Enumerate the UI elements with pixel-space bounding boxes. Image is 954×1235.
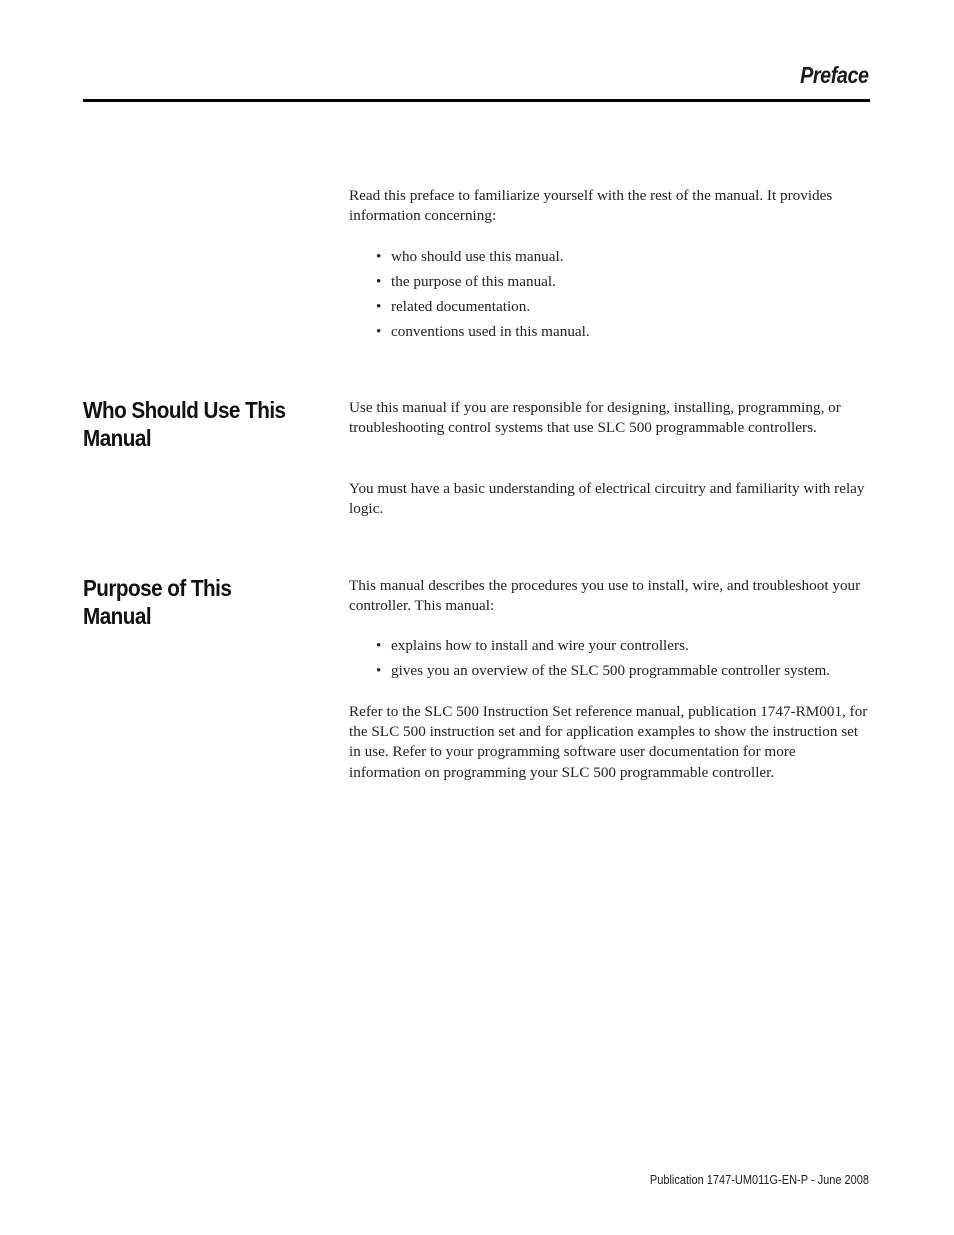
bullet-icon: • xyxy=(376,273,382,290)
header-divider xyxy=(83,99,870,102)
list-item: • conventions used in this manual. xyxy=(376,323,590,340)
section-heading-purpose: Purpose of This Manual xyxy=(83,575,232,629)
purpose-paragraph: This manual describes the procedures you use to install, wire, and troubleshoot your controller. This manual: xyxy=(349,577,861,615)
list-item: • explains how to install and wire your controllers. xyxy=(376,637,689,654)
bullet-icon: • xyxy=(376,637,382,654)
intro-bullet-list xyxy=(376,247,876,347)
who-should-use-paragraph-2: You must have a basic understanding of electrical circuitry and familiarity with relay logic. xyxy=(349,480,865,518)
purpose-closing-paragraph: Refer to the SLC 500 Instruction Set reference manual, publication 1747-RM001, for the SLC 500 instruction set and for application examples to show the instruction set in use. Refer to your programming software user documentation for more information on programming your SLC 500 programmable controller. xyxy=(349,703,868,781)
list-item: • the purpose of this manual. xyxy=(376,273,556,290)
bullet-icon: • xyxy=(376,298,382,315)
list-item: • who should use this manual. xyxy=(376,248,564,265)
bullet-icon: • xyxy=(376,248,382,265)
purpose-bullet-list xyxy=(376,636,876,686)
bullet-icon: • xyxy=(376,662,382,679)
list-item: • gives you an overview of the SLC 500 programmable controller system. xyxy=(376,662,831,679)
section-heading-who-should-use: Who Should Use This Manual xyxy=(83,397,286,451)
publication-footer: Publication 1747-UM011G-EN-P - June 2008 xyxy=(649,1173,869,1187)
bullet-icon: • xyxy=(376,323,382,340)
intro-paragraph: Read this preface to familiarize yourself with the rest of the manual. It provides information concerning: xyxy=(349,187,833,225)
who-should-use-paragraph-1: Use this manual if you are responsible for designing, installing, programming, or troubleshooting control systems that use SLC 500 programmable controllers. xyxy=(349,399,841,437)
page-title: Preface xyxy=(800,62,869,88)
list-item: • related documentation. xyxy=(376,298,531,315)
